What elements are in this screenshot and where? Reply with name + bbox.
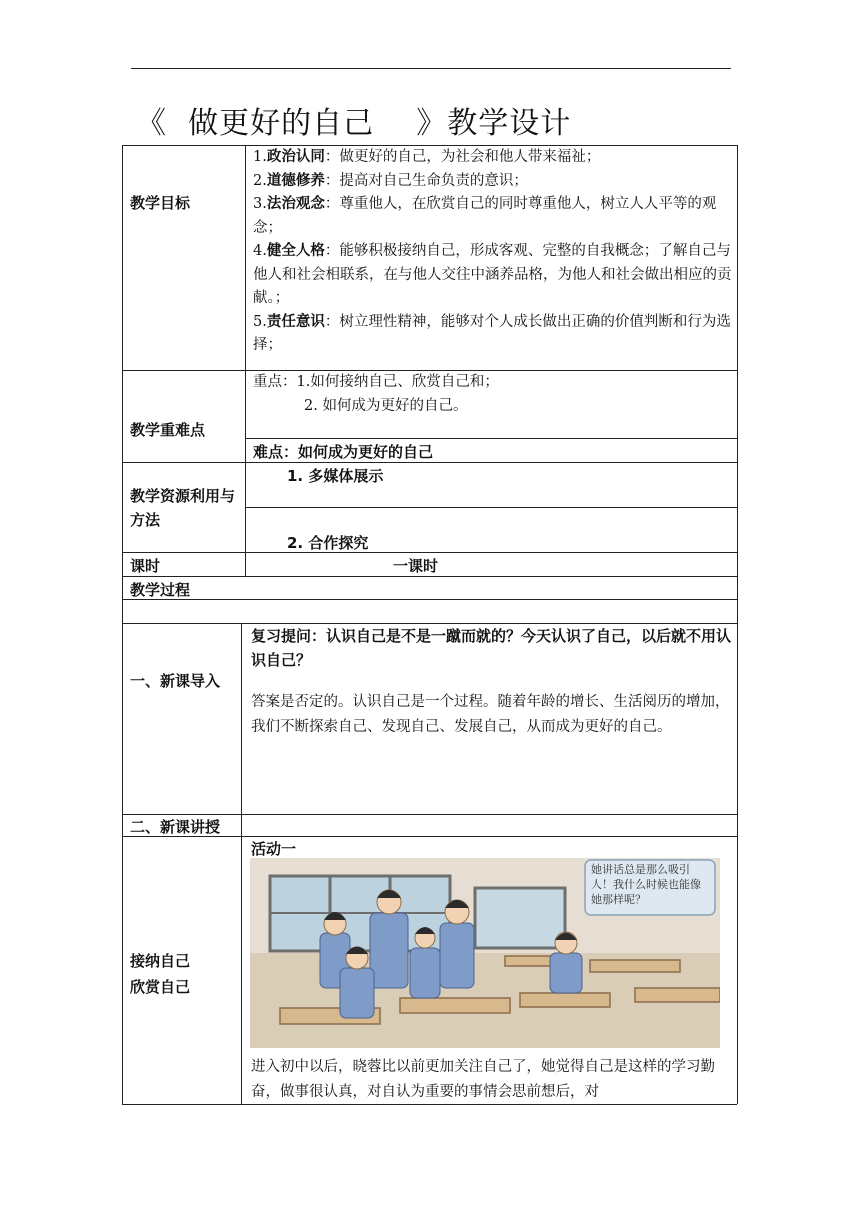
objective-item: 1.政治认同：做更好的自己，为社会和他人带来福祉； [253,149,601,165]
objective-item: 2.道德修养：提高对自己生命负责的意识； [253,172,528,189]
objective-item: 3.法治观念：尊重他人，在欣赏自己的同时尊重他人，树立人人平等的观念； [253,196,717,236]
objectives-label: 教学目标 [130,194,191,212]
resource-item-1: 1. 多媒体展示 [287,467,384,485]
intro-label: 一、新课导入 [130,672,221,690]
resources-label: 教学资源利用与方法 [130,487,236,529]
focus-point-2: 2. 如何成为更好的自己。 [304,398,468,414]
objective-item: 5.责任意识：树立理性精神，能够对个人成长做出正确的价值判断和行为选择； [253,313,731,353]
intro-answer: 答案是否定的。认识自己是一个过程。随着年龄的增长、生活阅历的增加，我们不断探索自己、发现自己、发展自己，从而成为更好的自己。 [251,694,730,735]
lecture-label: 二、新课讲授 [130,818,221,836]
speech-bubble: 她讲话总是那么吸引人！我什么时候也能像她那样呢？ [591,863,701,906]
page-title: 《 做更好的自己 》教学设计 [136,106,572,141]
objectives-list [253,146,733,358]
resource-item-2: 2. 合作探究 [287,534,369,552]
difficulty-point: 难点：如何成为更好的自己 [253,443,434,461]
activity-story: 进入初中以后，晓蓉比以前更加关注自己了，她觉得自己是这样的学习勤奋，做事很认真，对自认为重要的事情会思前想后，对 [251,1059,715,1100]
period-label: 课时 [130,557,161,575]
focus-point-1: 重点：1.如何接纳自己、欣赏自己和； [253,374,499,390]
header-rule [131,68,731,69]
intro-question: 复习提问：认识自己是不是一蹴而就的？今天认识了自己，以后就不用认识自己？ [251,627,732,669]
classroom-illustration [250,858,720,1048]
period-value: 一课时 [393,557,439,575]
process-label: 教学过程 [130,581,191,599]
keypoints-label: 教学重难点 [130,421,206,439]
objective-item: 4.健全人格：能够积极接纳自己，形成客观、完整的自我概念；了解自己与他人和社会相联系，在与他人交往中涵养品格，为他人和社会做出相应的贡献。； [253,243,732,306]
activity-title: 活动一 [251,840,297,858]
accept-label: 接纳自己 欣赏自己 [130,952,191,996]
